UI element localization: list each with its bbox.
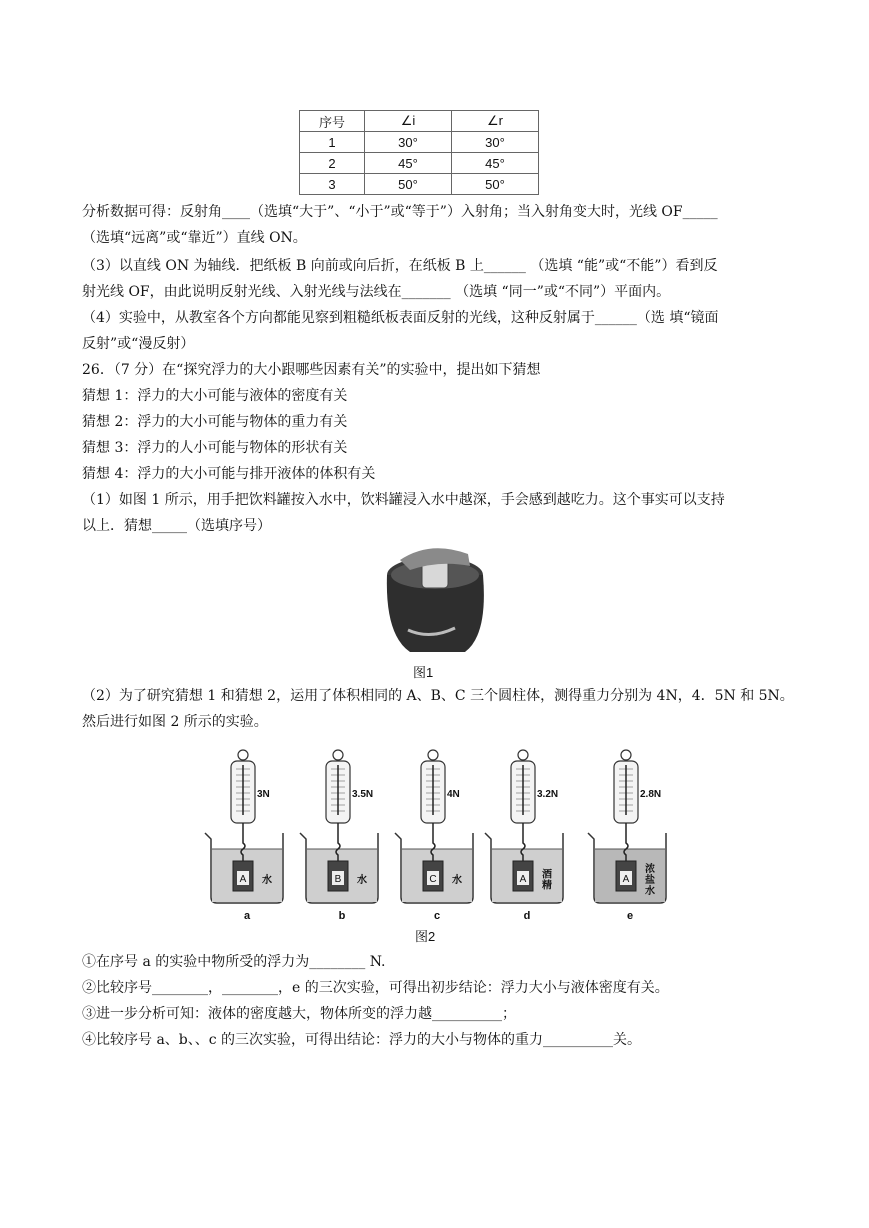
scale-reading: 3N bbox=[257, 789, 270, 800]
scale-reading: 3.2N bbox=[537, 789, 559, 800]
scale-ring bbox=[238, 750, 248, 760]
text-line: （2）为了研究猜想 1 和猜想 2，运用了体积相同的 A、B、C 三个圆柱体，测得重力分别为 4N，4．5N 和 5N。 bbox=[82, 688, 794, 704]
setup-label: b bbox=[338, 910, 346, 922]
scale-reading: 3.5N bbox=[352, 789, 374, 800]
setup-label: a bbox=[243, 910, 251, 922]
table-header: ∠r bbox=[452, 111, 539, 132]
text-line: 以上．猜想_____（选填序号） bbox=[82, 518, 271, 534]
liquid-label: 水 bbox=[262, 875, 272, 886]
scale-reading: 4N bbox=[447, 789, 460, 800]
table-cell: 1 bbox=[300, 132, 365, 153]
table-cell: 3 bbox=[300, 174, 365, 195]
liquid-label: 盐 bbox=[645, 875, 655, 886]
text-line: 分析数据可得：反射角____（选填“大于”、“小于”或“等于”）入射角；当入射角变大时，光线 OF_____ bbox=[82, 204, 718, 220]
hypothesis-1: 猜想 1：浮力的大小可能与液体的密度有关 bbox=[82, 388, 348, 404]
scale-reading: 2.8N bbox=[640, 789, 662, 800]
hypothesis-4: 猜想 4：浮力的大小可能与排开液体的体积有关 bbox=[82, 466, 376, 482]
text-line: 然后进行如图 2 所示的实验。 bbox=[82, 714, 268, 730]
setup-label: d bbox=[523, 910, 531, 922]
text-line: 射光线 OF，由此说明反射光线、入射光线与法线在_______ （选填 “同一”或“不同”）平面内。 bbox=[82, 284, 671, 300]
liquid-label: 水 bbox=[357, 875, 367, 886]
table-row bbox=[300, 132, 539, 153]
figure-2-caption: 图2 bbox=[415, 929, 436, 944]
scale-ring bbox=[428, 750, 438, 760]
block-label: A bbox=[239, 874, 247, 885]
setup-label: e bbox=[626, 910, 634, 922]
liquid-label: 精 bbox=[542, 880, 552, 892]
liquid-label: 浓 bbox=[645, 864, 655, 875]
hypothesis-3: 猜想 3：浮力的人小可能与物体的形状有关 bbox=[82, 440, 348, 456]
liquid-label: 水 bbox=[645, 886, 655, 897]
block-label: A bbox=[622, 874, 630, 885]
liquid-label: 水 bbox=[452, 875, 462, 886]
table-cell: 50° bbox=[365, 174, 452, 195]
table-row bbox=[300, 153, 539, 174]
scale-ring bbox=[621, 750, 631, 760]
scale-ring bbox=[333, 750, 343, 760]
question-2: ②比较序号________，________，e 的三次实验，可得出初步结论：浮力大小与液体密度有关。 bbox=[82, 980, 669, 996]
text-line: 反射”或“漫反射） bbox=[82, 336, 195, 352]
table-header: 序号 bbox=[300, 111, 365, 132]
block-label: C bbox=[429, 874, 437, 885]
spring-scale-figure bbox=[200, 745, 700, 925]
question-4: ④比较序号 a、b、、c 的三次实验，可得出结论：浮力的大小与物体的重力__________关。 bbox=[82, 1032, 642, 1048]
angle-data-table bbox=[299, 110, 539, 195]
table-cell: 45° bbox=[452, 153, 539, 174]
table-cell: 45° bbox=[365, 153, 452, 174]
table-row bbox=[300, 174, 539, 195]
question-heading: 26．（7 分）在“探究浮力的大小跟哪些因素有关”的实验中，提出如下猜想 bbox=[82, 362, 541, 378]
scale-ring bbox=[518, 750, 528, 760]
table-header: ∠i bbox=[365, 111, 452, 132]
table-cell: 50° bbox=[452, 174, 539, 195]
text-line: （3）以直线 ON 为轴线．把纸板 B 向前或向后折，在纸板 B 上______ （选填 “能”或“不能”）看到反 bbox=[82, 258, 718, 274]
figure-1-caption: 图1 bbox=[413, 665, 434, 680]
hypothesis-2: 猜想 2：浮力的大小可能与物体的重力有关 bbox=[82, 414, 348, 430]
block-label: A bbox=[519, 874, 527, 885]
block-label: B bbox=[334, 874, 342, 885]
text-line: （4）实验中，从教室各个方向都能见察到粗糙纸板表面反射的光线，这种反射属于______（选 填“镜面 bbox=[82, 310, 719, 326]
table-header-row bbox=[300, 111, 539, 132]
text-line: （选填“远离”或“靠近”）直线 ON。 bbox=[82, 230, 307, 246]
liquid-label: 酒 bbox=[542, 869, 552, 881]
setup-label: c bbox=[433, 910, 441, 922]
question-3: ③进一步分析可知：液体的密度越大，物体所变的浮力越__________； bbox=[82, 1006, 516, 1022]
table-cell: 2 bbox=[300, 153, 365, 174]
hand-can-photo bbox=[370, 540, 500, 660]
question-1: ①在序号 a 的实验中物所受的浮力为________ N. bbox=[82, 954, 386, 970]
table-cell: 30° bbox=[365, 132, 452, 153]
table-cell: 30° bbox=[452, 132, 539, 153]
text-line: （1）如图 1 所示，用手把饮料罐按入水中，饮料罐浸入水中越深，手会感到越吃力。这个事实可以支持 bbox=[82, 492, 725, 508]
